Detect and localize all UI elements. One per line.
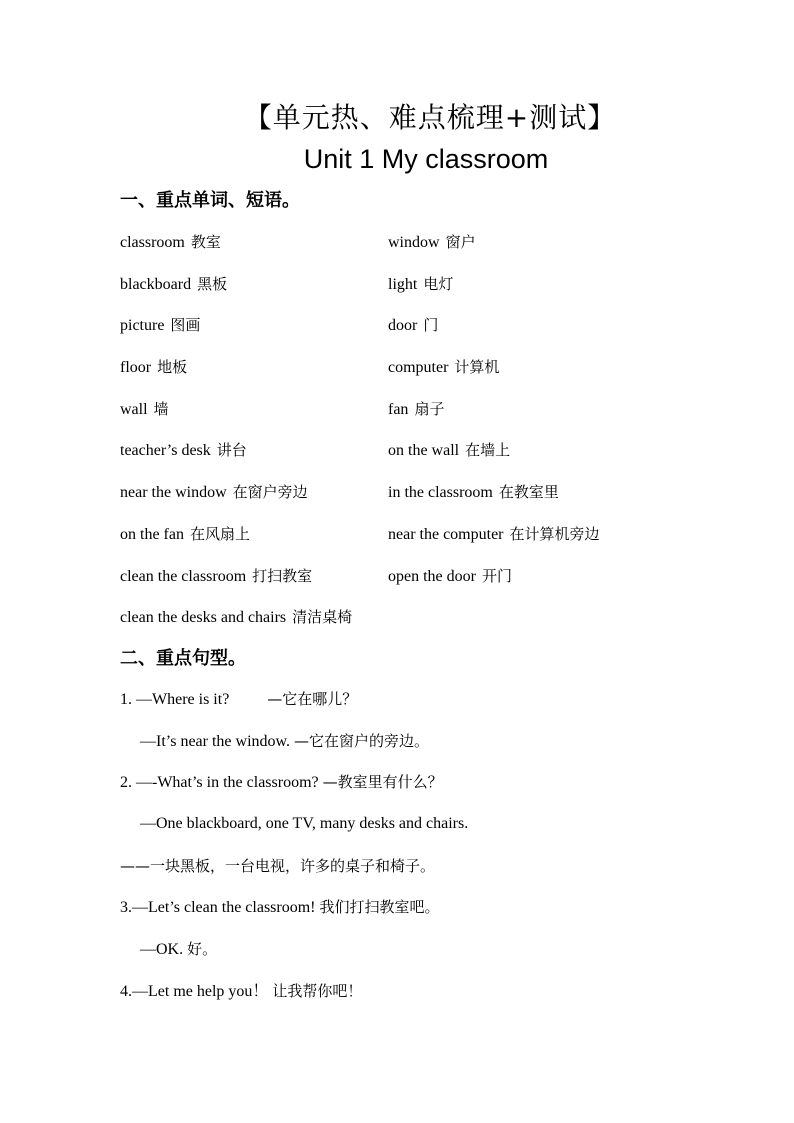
vocab-item: [120, 563, 312, 590]
vocab-chinese: 窗户: [445, 233, 476, 251]
sentence-chinese: —它在窗户的旁边。: [294, 731, 430, 750]
vocab-item: [120, 396, 169, 423]
vocab-chinese: 扇子: [414, 399, 445, 418]
vocab-item: [388, 229, 476, 256]
vocab-english: blackboard: [120, 275, 192, 293]
vocab-chinese: 电灯: [423, 274, 454, 293]
vocab-english: near the window: [120, 484, 227, 502]
vocab-chinese: 计算机: [454, 358, 500, 377]
vocab-english: fan: [388, 400, 409, 418]
vocab-chinese: 墙: [153, 399, 169, 418]
vocab-chinese: 打扫教室: [252, 566, 313, 585]
vocab-row: [120, 312, 720, 354]
page-subtitle: Unit 1 My classroom: [303, 144, 549, 174]
vocab-chinese: 在风扇上: [189, 524, 250, 543]
sentence-english: —It’s near the window.: [140, 732, 291, 750]
vocab-row: [120, 437, 720, 479]
vocab-chinese: 在窗户旁边: [232, 483, 308, 502]
section-heading-sentences: 二、重点句型。: [120, 648, 246, 669]
vocab-row: [120, 479, 720, 521]
vocab-english: picture: [120, 317, 165, 335]
vocab-english: floor: [120, 359, 152, 377]
vocab-chinese: 在教室里: [498, 483, 559, 502]
vocab-item: [388, 271, 453, 298]
vocab-item: [120, 479, 308, 506]
sentence-english: —One blackboard, one TV, many desks and chairs.: [140, 815, 469, 833]
vocab-english: clean the classroom: [120, 567, 247, 585]
vocab-english: on the fan: [120, 525, 184, 543]
sentence-line: [120, 686, 740, 728]
vocab-item: [120, 604, 352, 631]
sentence-line: [120, 894, 740, 936]
sentence-line: [120, 811, 740, 853]
vocab-english: light: [388, 275, 418, 293]
vocab-item: [388, 396, 444, 423]
vocab-item: [120, 437, 247, 464]
vocab-item: [120, 271, 227, 298]
vocab-item: [388, 563, 512, 590]
sentence-line: [120, 978, 740, 1020]
vocab-english: computer: [388, 359, 449, 377]
vocab-row: [120, 354, 720, 396]
section-heading-vocabulary: 一、重点单词、短语。: [120, 190, 300, 211]
vocab-item: [120, 354, 187, 381]
sentence-english: 2. —-What’s in the classroom?: [120, 774, 319, 792]
vocab-chinese: 黑板: [197, 274, 228, 293]
sentence-line: [120, 936, 740, 978]
vocab-chinese: 在墙上: [465, 441, 511, 460]
sentence-english: —OK.: [140, 941, 184, 959]
vocab-row: [120, 604, 720, 646]
page-title: 【单元热、难点梳理+测试】: [243, 101, 617, 134]
vocab-row: [120, 396, 720, 438]
sentence-english: 3.—Let’s clean the classroom!: [120, 899, 316, 917]
vocab-item: [120, 312, 200, 339]
vocab-chinese: 图画: [170, 316, 201, 335]
sentence-chinese: ——一块黑板，一台电视，许多的桌子和椅子。: [120, 856, 436, 875]
vocab-chinese: 讲台: [216, 441, 247, 460]
vocab-chinese: 在计算机旁边: [509, 524, 600, 543]
vocab-item: [120, 521, 250, 548]
vocab-english: clean the desks and chairs: [120, 609, 287, 627]
vocab-row: [120, 229, 720, 271]
vocab-row: [120, 563, 720, 605]
vocab-chinese: 门: [423, 316, 439, 335]
sentence-line: [120, 769, 740, 811]
vocab-chinese: 清洁桌椅: [292, 608, 353, 627]
sentence-line: [120, 728, 740, 770]
vocab-item: [388, 354, 499, 381]
sentence-chinese: 我们打扫教室吧。: [319, 898, 440, 917]
sentence-chinese: —它在哪儿？: [267, 690, 358, 708]
vocab-item: [388, 437, 510, 464]
vocabulary-list: [120, 229, 720, 646]
sentence-english: 1. —Where is it?: [120, 691, 230, 708]
sentence-chinese: 让我帮你吧！: [272, 981, 363, 1000]
vocab-item: [388, 479, 559, 506]
vocab-chinese: 地板: [157, 358, 188, 377]
vocab-english: teacher’s desk: [120, 442, 211, 460]
sentence-chinese: 好。: [187, 940, 218, 959]
vocab-english: in the classroom: [388, 484, 493, 502]
vocab-english: wall: [120, 400, 148, 418]
vocab-chinese: 开门: [481, 566, 512, 585]
sentence-list: [120, 686, 740, 1020]
sentence-english: 4.—Let me help you！: [120, 982, 269, 1000]
vocab-english: on the wall: [388, 442, 460, 460]
sentence-line: [120, 853, 740, 895]
vocab-english: near the computer: [388, 525, 504, 543]
vocab-chinese: 教室: [190, 233, 221, 251]
vocab-item: [388, 312, 438, 339]
vocab-item: [388, 521, 600, 548]
vocab-english: window: [388, 234, 440, 251]
vocab-row: [120, 271, 720, 313]
vocab-english: open the door: [388, 567, 476, 585]
vocab-english: classroom: [120, 234, 185, 251]
vocab-english: door: [388, 317, 418, 335]
vocab-item: [120, 229, 221, 256]
sentence-chinese: —教室里有什么？: [322, 773, 443, 792]
vocab-row: [120, 521, 720, 563]
